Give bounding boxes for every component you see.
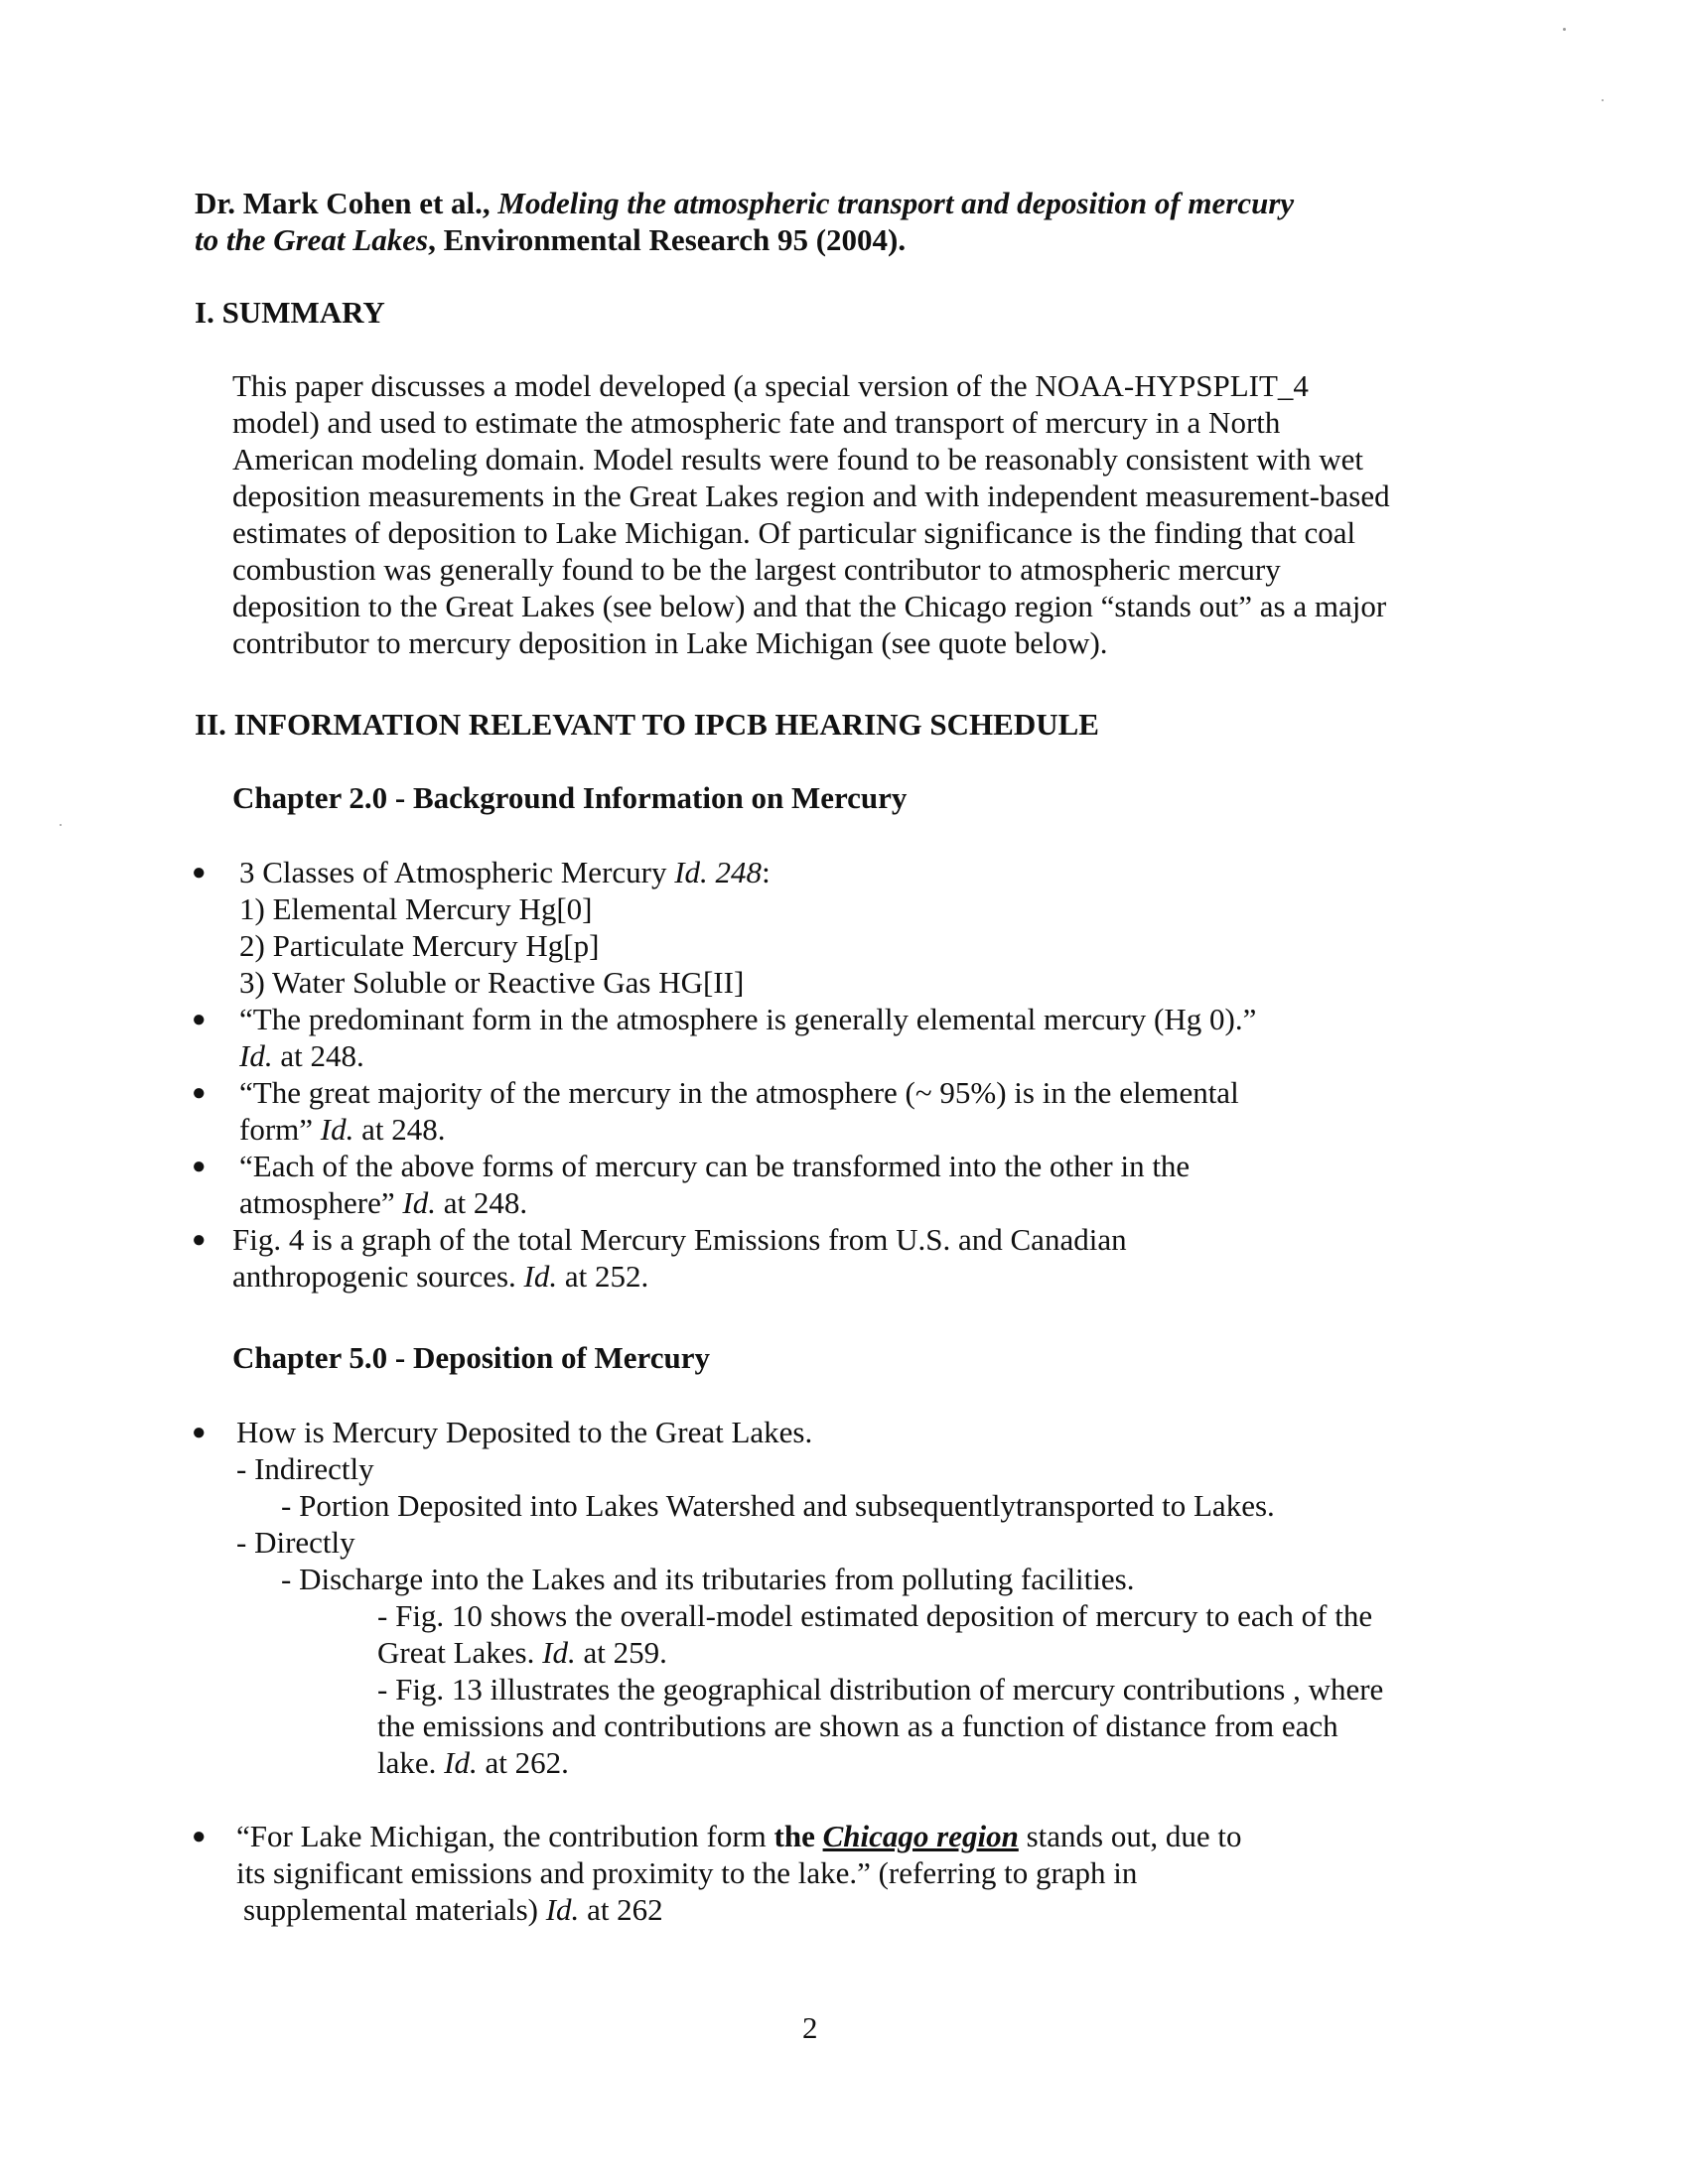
classes-intro-colon: : xyxy=(762,855,771,889)
directly-label: - Directly xyxy=(236,1525,355,1560)
scan-speck xyxy=(60,824,62,826)
summary-line: combustion was generally found to be the largest contributor to atmospheric mercury xyxy=(232,552,1281,587)
citation-line-2 xyxy=(195,221,906,258)
chicago-quote-cite xyxy=(243,1891,663,1928)
bullet-icon: ● xyxy=(192,1154,207,1179)
chapter2-heading: Chapter 2.0 - Background Information on Mercury xyxy=(232,780,908,815)
bullet-icon: ● xyxy=(192,860,207,886)
class-item: 3) Water Soluble or Reactive Gas HG[II] xyxy=(239,965,745,1000)
quote-text: atmosphere” xyxy=(239,1185,403,1220)
summary-line: deposition to the Great Lakes (see below) and that the Chicago region “stands out” as a major xyxy=(232,589,1387,623)
summary-line: contributor to mercury deposition in Lake Michigan (see quote below). xyxy=(232,625,1108,660)
section2-heading: II. INFORMATION RELEVANT TO IPCB HEARING SCHEDULE xyxy=(195,707,1099,742)
summary-line: estimates of deposition to Lake Michigan. Of particular significance is the finding that coal xyxy=(232,515,1356,550)
cite-id: Id. xyxy=(239,1038,273,1073)
scan-speck xyxy=(1602,99,1604,101)
chapter5-heading: Chapter 5.0 - Deposition of Mercury xyxy=(232,1340,711,1375)
summary-line: deposition measurements in the Great Lakes region and with independent measurement-based xyxy=(232,478,1390,513)
fig10-note: - Fig. 10 shows the overall-model estimated deposition of mercury to each of the xyxy=(377,1598,1373,1633)
cite-page: at 248. xyxy=(435,1185,528,1220)
cite-id: Id. xyxy=(542,1635,576,1670)
bullet-icon: ● xyxy=(192,1007,207,1032)
quote-text: “For Lake Michigan, the contribution form xyxy=(236,1819,774,1853)
quote-bold: the xyxy=(773,1819,823,1853)
direct-detail: - Discharge into the Lakes and its tributaries from polluting facilities. xyxy=(281,1562,1135,1596)
chicago-quote-cont xyxy=(236,1854,1137,1891)
class-item: 1) Elemental Mercury Hg[0] xyxy=(239,891,593,926)
cite-id: Id. xyxy=(523,1259,558,1294)
cite-page: at 248. xyxy=(353,1112,446,1147)
classes-intro-text: 3 Classes of Atmospheric Mercury xyxy=(239,855,675,889)
citation-authors: Dr. Mark Cohen et al., xyxy=(195,186,491,220)
citation-title: Modeling the atmospheric transport and deposition of mercury xyxy=(497,186,1295,220)
quote-majority-cont xyxy=(239,1111,445,1148)
quote-text: form” xyxy=(239,1112,321,1147)
cite-id: Id. xyxy=(320,1112,354,1147)
fig4-note-cont xyxy=(232,1258,648,1295)
indirect-detail: - Portion Deposited into Lakes Watershed and subsequentlytransported to Lakes. xyxy=(281,1488,1275,1523)
bullet-icon: ● xyxy=(192,1824,207,1849)
cite-page: at 248. xyxy=(272,1038,364,1073)
quote-majority: “The great majority of the mercury in the atmosphere (~ 95%) is in the elemental xyxy=(239,1075,1239,1110)
note-text: supplemental materials) xyxy=(243,1892,546,1927)
fig13-note-cite xyxy=(377,1744,569,1781)
chicago-quote xyxy=(236,1818,1242,1854)
classes-intro-cite: Id. 248 xyxy=(674,855,763,889)
fig4-note: Fig. 4 is a graph of the total Mercury Emissions from U.S. and Canadian xyxy=(232,1222,1127,1257)
deposition-question: How is Mercury Deposited to the Great Lakes. xyxy=(236,1415,813,1449)
note-text: Great Lakes. xyxy=(377,1635,543,1670)
summary-line: This paper discusses a model developed (a special version of the NOAA-HYPSPLIT_4 xyxy=(232,368,1309,403)
cite-page: at 262 xyxy=(579,1892,663,1927)
cite-page: at 262. xyxy=(477,1745,569,1780)
class-item: 2) Particulate Mercury Hg[p] xyxy=(239,928,600,963)
cite-id: Id. xyxy=(444,1745,478,1780)
fig13-note: - Fig. 13 illustrates the geographical distribution of mercury contributions , where xyxy=(377,1672,1384,1706)
fig10-note-cont xyxy=(377,1634,667,1671)
quote-transform: “Each of the above forms of mercury can be transformed into the other in the xyxy=(239,1149,1191,1183)
cite-page: at 259. xyxy=(575,1635,667,1670)
quote-predominant: “The predominant form in the atmosphere is generally elemental mercury (Hg 0).” xyxy=(239,1002,1257,1036)
indirectly-label: - Indirectly xyxy=(236,1451,374,1486)
quote-transform-cont xyxy=(239,1184,527,1221)
quote-text: stands out, due to xyxy=(1018,1819,1242,1853)
cite-id: Id. xyxy=(545,1892,580,1927)
page-number: 2 xyxy=(802,2010,818,2045)
classes-intro xyxy=(239,854,771,890)
citation-title-cont: to the Great Lakes xyxy=(195,222,429,257)
bullet-icon: ● xyxy=(192,1420,207,1445)
fig13-note-cont: the emissions and contributions are shown as a function of distance from each xyxy=(377,1708,1338,1743)
quote-text: its significant emissions and proximity to the lake.” xyxy=(236,1855,871,1890)
quote-predominant-cite xyxy=(239,1037,364,1074)
bullet-icon: ● xyxy=(192,1080,207,1106)
scan-speck xyxy=(1563,28,1566,31)
cite-page: at 252. xyxy=(557,1259,649,1294)
summary-line: model) and used to estimate the atmospheric fate and transport of mercury in a North xyxy=(232,405,1281,440)
note-text: anthropogenic sources. xyxy=(232,1259,524,1294)
summary-heading: I. SUMMARY xyxy=(195,295,385,330)
chicago-region-emphasis: Chicago region xyxy=(822,1819,1019,1853)
bullet-icon: ● xyxy=(192,1227,207,1253)
summary-line: American modeling domain. Model results were found to be reasonably consistent with wet xyxy=(232,442,1363,477)
quote-note: (referring to graph in xyxy=(870,1855,1138,1890)
citation-line-1 xyxy=(195,185,1294,221)
citation-journal: , Environmental Research 95 (2004). xyxy=(428,222,907,257)
cite-id: Id. xyxy=(402,1185,436,1220)
note-text: lake. xyxy=(377,1745,445,1780)
